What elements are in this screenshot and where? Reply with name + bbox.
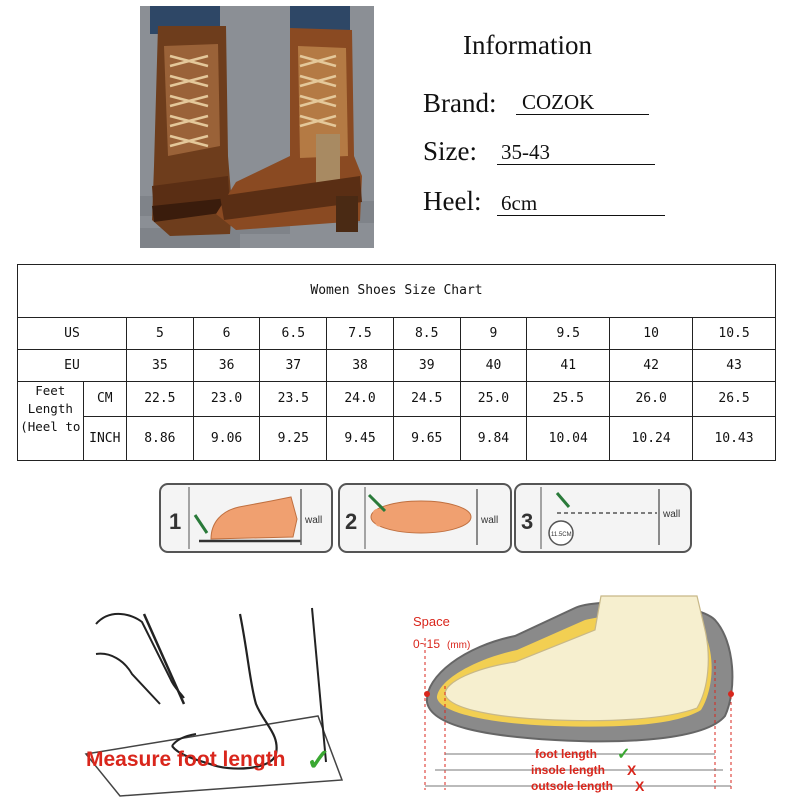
cross-icon: X: [627, 762, 637, 778]
cm-cell: 23.0: [193, 382, 260, 416]
insole-length-label: insole length: [531, 763, 606, 777]
row-label-feet-length: Feet Length (Heel to: [18, 382, 84, 461]
cm-cell: 26.0: [610, 382, 693, 416]
space-range: 0~15: [413, 637, 441, 651]
wall-label: wall: [481, 515, 499, 526]
table-row-inch: [18, 416, 776, 460]
step-1-panel: [160, 484, 332, 552]
eu-cell: 40: [460, 349, 527, 381]
cm-cell: 23.5: [260, 382, 327, 416]
size-chart-table: [17, 264, 776, 461]
us-cell: 5: [127, 317, 194, 349]
shoe-length-diagram: [405, 590, 747, 798]
eu-cell: 38: [327, 349, 394, 381]
us-cell: 6.5: [260, 317, 327, 349]
row-label-cm: CM: [83, 382, 126, 416]
us-cell: 7.5: [327, 317, 394, 349]
eu-cell: 37: [260, 349, 327, 381]
measure-caption: Measure foot length: [86, 748, 286, 771]
step-1-number: 1: [169, 509, 182, 534]
wall-label: wall: [305, 515, 323, 526]
measuring-steps: [159, 483, 693, 557]
info-title: Information: [463, 30, 592, 60]
inch-cell: 10.43: [693, 416, 776, 460]
table-row-us: [18, 317, 776, 349]
inch-cell: 9.84: [460, 416, 527, 460]
step-2-panel: [339, 484, 511, 552]
size-label: Size:: [423, 136, 477, 166]
space-label: Space: [413, 614, 450, 629]
table-row-eu: [18, 349, 776, 381]
measure-foot-sketch: [80, 594, 350, 799]
check-icon: ✓: [617, 746, 631, 763]
row-label-inch: INCH: [83, 416, 126, 460]
cm-cell: 22.5: [127, 382, 194, 416]
us-cell: 8.5: [393, 317, 460, 349]
space-unit: (mm): [447, 640, 471, 651]
us-cell: 10: [610, 317, 693, 349]
product-photo: [140, 6, 374, 248]
table-row-cm: [18, 382, 776, 416]
us-cell: 9: [460, 317, 527, 349]
inch-cell: 8.86: [127, 416, 194, 460]
outsole-length-label: outsole length: [531, 779, 613, 793]
size-chart-caption: Women Shoes Size Chart: [18, 265, 776, 318]
cross-icon: X: [635, 778, 645, 794]
inch-cell: 10.04: [527, 416, 610, 460]
us-cell: 10.5: [693, 317, 776, 349]
inch-cell: 9.06: [193, 416, 260, 460]
cm-cell: 25.5: [527, 382, 610, 416]
us-cell: 9.5: [527, 317, 610, 349]
heel-label: Heel:: [423, 186, 482, 216]
eu-cell: 42: [610, 349, 693, 381]
step-3-number: 3: [521, 509, 534, 534]
eu-cell: 39: [393, 349, 460, 381]
foot-length-label: foot length: [535, 747, 597, 761]
inch-cell: 9.65: [393, 416, 460, 460]
cm-cell: 25.0: [460, 382, 527, 416]
cm-cell: 24.5: [393, 382, 460, 416]
step-3-panel: [515, 484, 691, 552]
eu-cell: 41: [527, 349, 610, 381]
eu-cell: 35: [127, 349, 194, 381]
heel-value: 6cm: [497, 191, 665, 216]
row-label-us: US: [18, 317, 127, 349]
ruler-tag: 11.5CM: [551, 532, 572, 538]
inch-cell: 9.25: [260, 416, 327, 460]
check-icon: ✓: [306, 744, 332, 777]
wall-label: wall: [663, 509, 681, 520]
brand-value: COZOK: [516, 90, 649, 115]
inch-cell: 9.45: [327, 416, 394, 460]
eu-cell: 36: [193, 349, 260, 381]
eu-cell: 43: [693, 349, 776, 381]
step-2-number: 2: [345, 509, 358, 534]
brand-label: Brand:: [423, 88, 497, 118]
us-cell: 6: [193, 317, 260, 349]
cm-cell: 26.5: [693, 382, 776, 416]
size-value: 35-43: [497, 140, 655, 165]
row-label-eu: EU: [18, 349, 127, 381]
cm-cell: 24.0: [327, 382, 394, 416]
inch-cell: 10.24: [610, 416, 693, 460]
